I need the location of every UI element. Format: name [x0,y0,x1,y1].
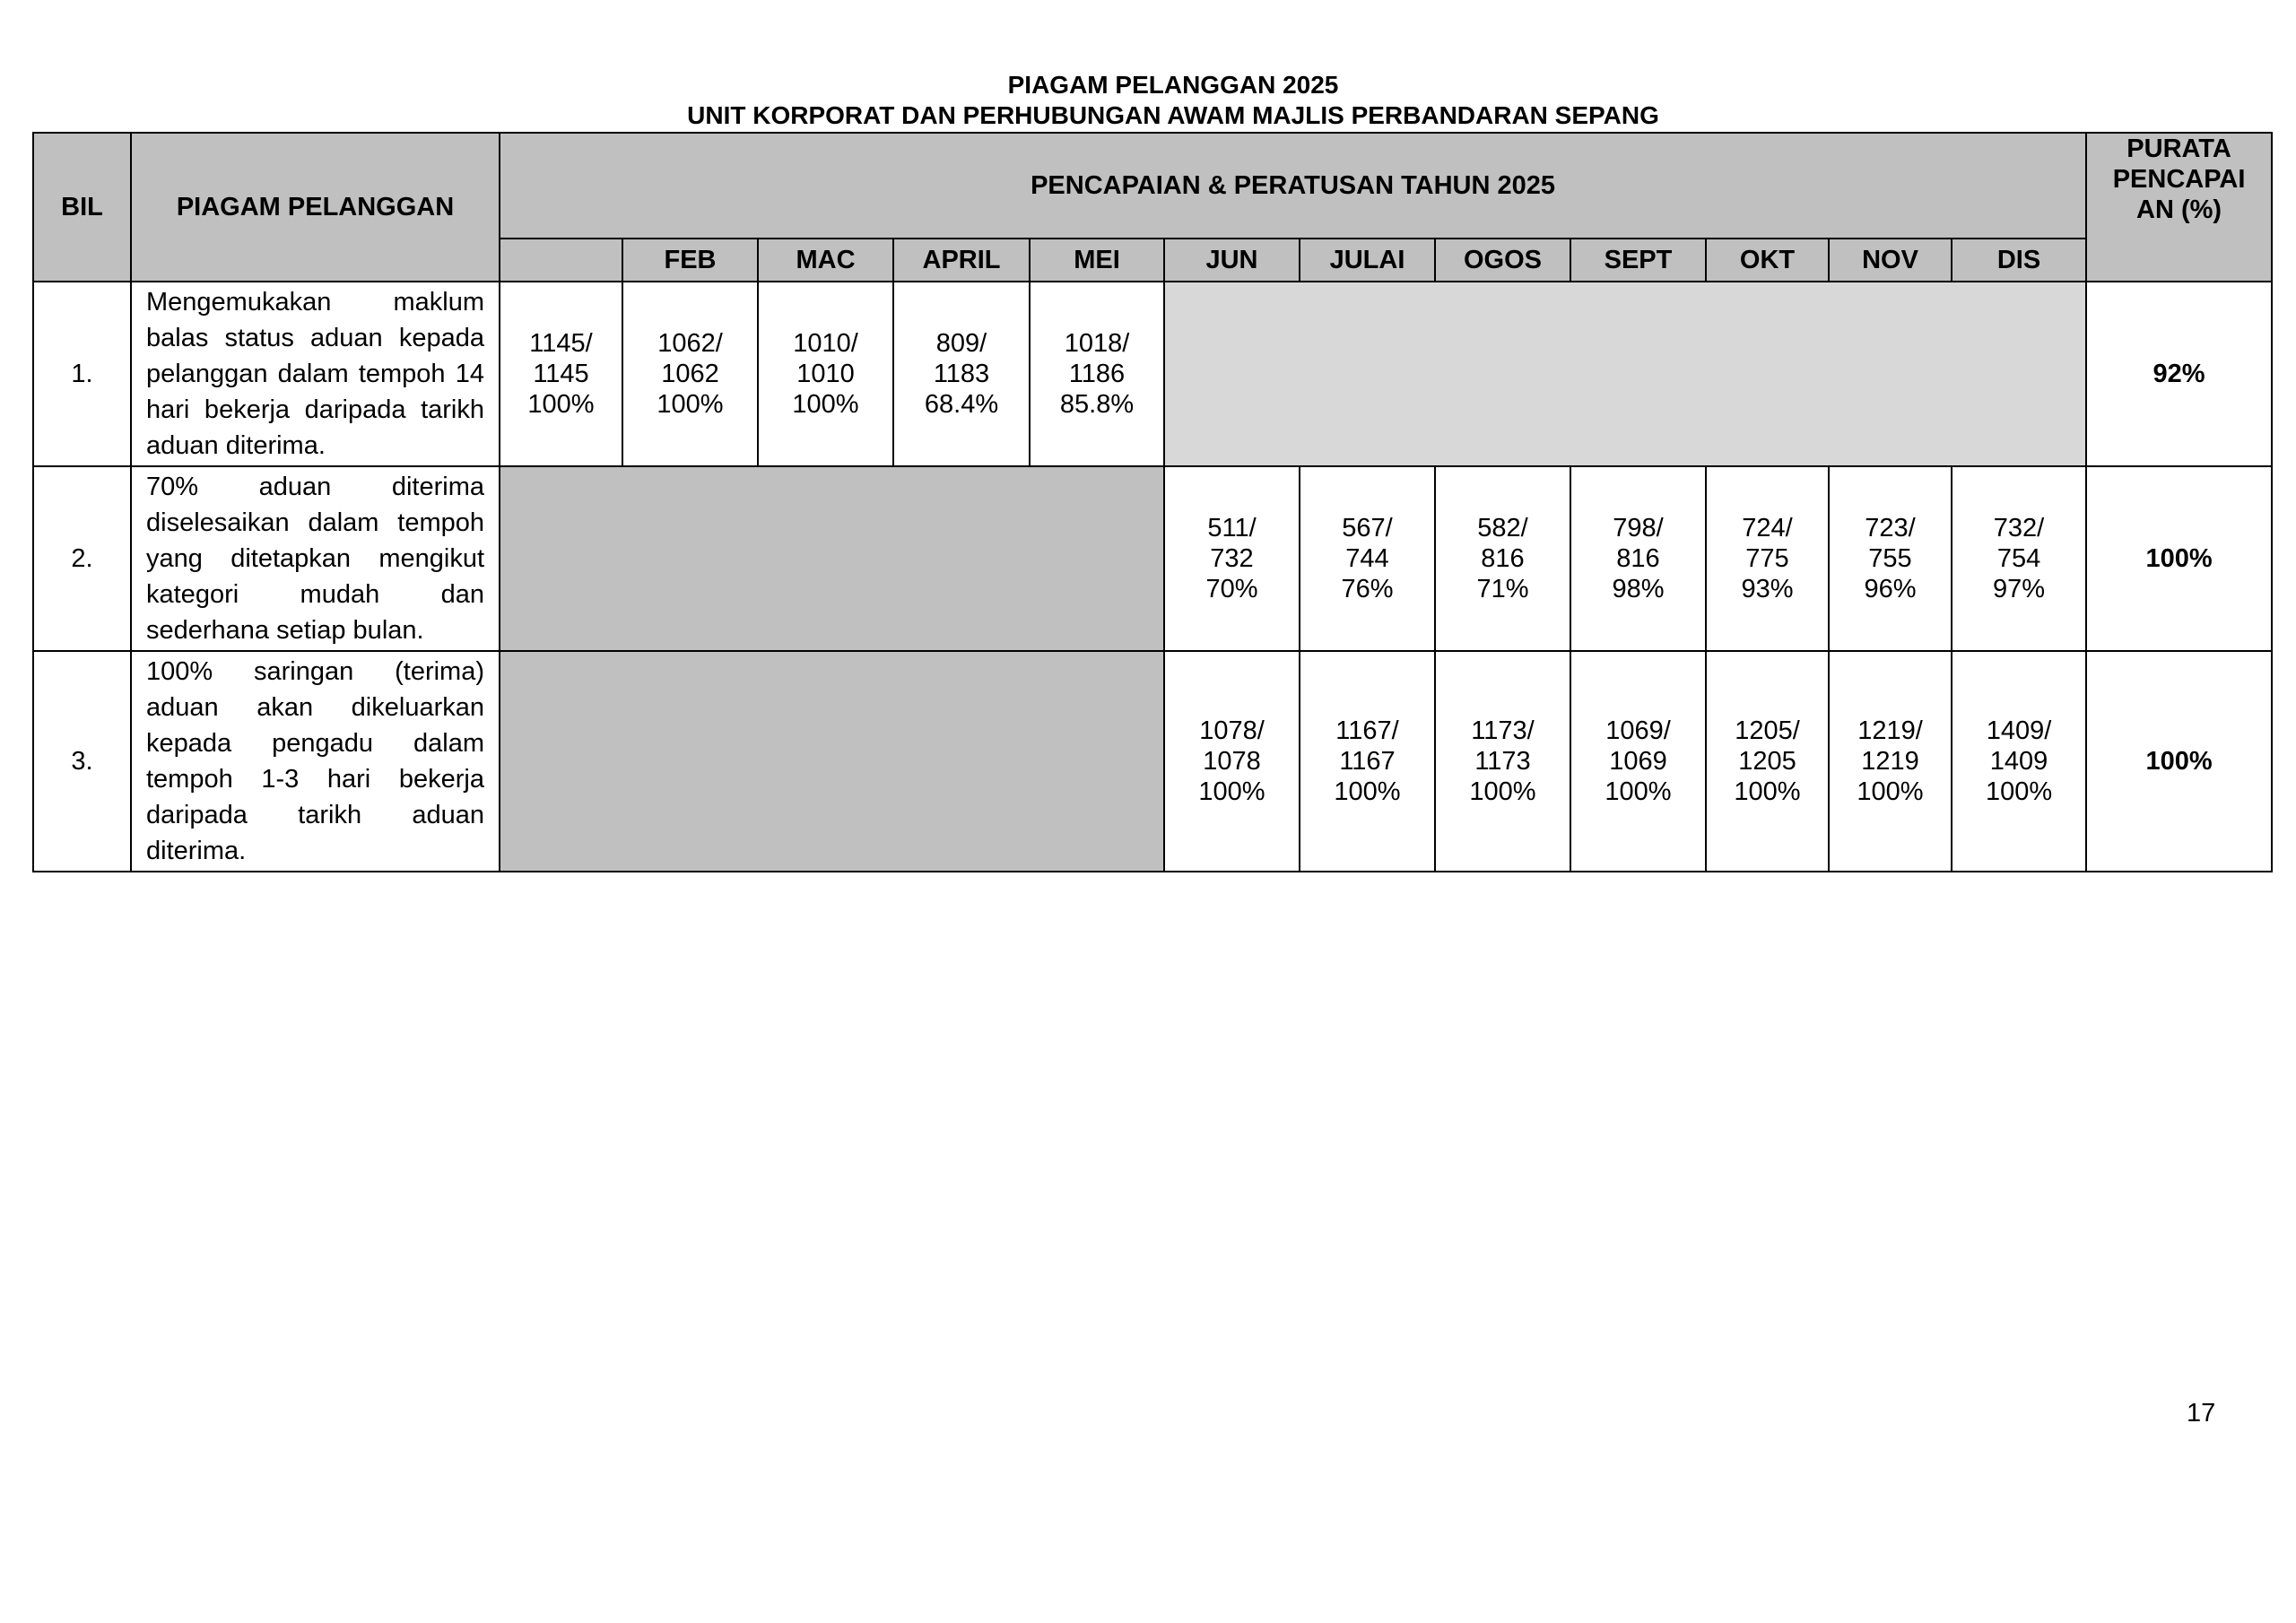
value-count: 1010/ [793,329,858,358]
value-percent: 100% [1734,777,1801,806]
month-header: OKT [1706,239,1829,282]
value-cell [500,282,622,466]
value-cell [1570,651,1706,872]
value-total: 1010 [796,360,855,388]
average-cell: 100% [2086,651,2272,872]
month-header: MAC [758,239,893,282]
value-total: 1409 [1989,747,2048,776]
month-header: NOV [1829,239,1952,282]
value-cell [1829,466,1952,651]
value-total: 1062 [661,360,719,388]
value-count: 1173/ [1471,716,1535,745]
value-percent: 96% [1864,575,1917,603]
value-percent: 100% [1469,777,1536,806]
value-count: 1018/ [1064,329,1130,358]
value-percent: 98% [1612,575,1665,603]
month-header: SEPT [1570,239,1706,282]
value-total: 775 [1745,544,1789,573]
value-cell [1164,651,1300,872]
value-percent: 100% [1857,777,1924,806]
value-total: 1167 [1339,747,1396,776]
value-percent: 76% [1341,575,1394,603]
month-header [500,239,622,282]
value-count: 1167/ [1335,716,1399,745]
month-header: APRIL [893,239,1030,282]
month-header: MEI [1030,239,1164,282]
month-header: JULAI [1300,239,1435,282]
value-count: 732/ [1993,514,2045,542]
value-total: 732 [1210,544,1254,573]
row-description: 100% saringan (terima) aduan akan dikeluarkan kepada pengadu dalam tempoh 1-3 hari bekerja daripada tarikh aduan diterima. [131,651,500,872]
row-description: 70% aduan diterima diselesaikan dalam tempoh yang ditetapkan mengikut kategori mudah dan sederhana setiap bulan. [131,466,500,651]
value-percent: 100% [1605,777,1672,806]
value-cell [622,282,758,466]
value-total: 1183 [933,360,990,388]
value-cell [1164,466,1300,651]
average-cell: 92% [2086,282,2272,466]
value-count: 1219/ [1857,716,1923,745]
value-cell [1570,466,1706,651]
value-percent: 71% [1476,575,1529,603]
value-cell [1706,651,1829,872]
document-subtitle: UNIT KORPORAT DAN PERHUBUNGAN AWAM MAJLIS PERBANDARAN SEPANG [687,101,1659,129]
month-header: FEB [622,239,758,282]
customer-charter-table [32,132,2273,872]
value-cell [1706,466,1829,651]
table-row [33,466,2272,651]
value-cell [1030,282,1164,466]
value-percent: 100% [1985,777,2053,806]
value-cell [1829,651,1952,872]
header-purata [2086,133,2272,282]
value-percent: 93% [1741,575,1794,603]
value-total: 755 [1868,544,1912,573]
value-cell [1952,651,2086,872]
value-cell [1300,651,1435,872]
shaded-empty-cell [500,466,1164,651]
value-count: 723/ [1865,514,1916,542]
value-percent: 68.4% [924,390,999,419]
value-total: 1173 [1474,747,1531,776]
value-total: 1186 [1068,360,1126,388]
value-percent: 100% [792,390,859,419]
value-total: 1205 [1738,747,1796,776]
value-total: 816 [1616,544,1660,573]
page-number: 17 [2187,1399,2216,1428]
value-cell [758,282,893,466]
value-count: 724/ [1742,514,1793,542]
header-purata-label: PURATA PENCAPAI AN (%) [2112,135,2246,224]
value-percent: 100% [657,390,724,419]
value-count: 1205/ [1735,716,1800,745]
value-cell [1435,651,1570,872]
value-count: 582/ [1477,514,1528,542]
document-titles [0,70,2296,131]
value-total: 816 [1481,544,1525,573]
month-header: DIS [1952,239,2086,282]
average-cell: 100% [2086,466,2272,651]
header-pencapaian: PENCAPAIAN & PERATUSAN TAHUN 2025 [500,133,2086,239]
value-percent: 100% [1198,777,1265,806]
month-header: JUN [1164,239,1300,282]
row-number: 3. [33,651,131,872]
value-total: 1069 [1609,747,1667,776]
value-total: 1145 [533,360,589,388]
value-percent: 70% [1205,575,1258,603]
shaded-empty-cell [1164,282,2086,466]
value-count: 1145/ [529,329,593,358]
value-count: 798/ [1613,514,1664,542]
value-count: 1078/ [1199,716,1265,745]
document-title: PIAGAM PELANGGAN 2025 [1007,71,1339,99]
row-description: Mengemukakan maklum balas status aduan kepada pelanggan dalam tempoh 14 hari bekerja daripada tarikh aduan diterima. [131,282,500,466]
value-total: 754 [1996,544,2041,573]
header-piagam: PIAGAM PELANGGAN [131,133,500,282]
value-percent: 97% [1993,575,2046,603]
value-cell [1435,466,1570,651]
value-total: 1219 [1861,747,1919,776]
value-cell [1952,466,2086,651]
value-percent: 85.8% [1059,390,1135,419]
value-cell [1300,466,1435,651]
value-total: 744 [1345,544,1389,573]
value-count: 809/ [935,329,987,358]
value-percent: 100% [527,390,595,419]
value-count: 511/ [1207,514,1257,542]
shaded-empty-cell [500,651,1164,872]
row-number: 2. [33,466,131,651]
value-cell [893,282,1030,466]
value-count: 1062/ [657,329,723,358]
value-count: 1069/ [1605,716,1671,745]
month-header: OGOS [1435,239,1570,282]
table-row [33,282,2272,466]
value-percent: 100% [1334,777,1401,806]
header-bil: BIL [33,133,131,282]
table-row [33,651,2272,872]
value-total: 1078 [1203,747,1261,776]
header-row [33,133,2272,239]
value-count: 1409/ [1986,716,2052,745]
value-count: 567/ [1342,514,1393,542]
row-number: 1. [33,282,131,466]
